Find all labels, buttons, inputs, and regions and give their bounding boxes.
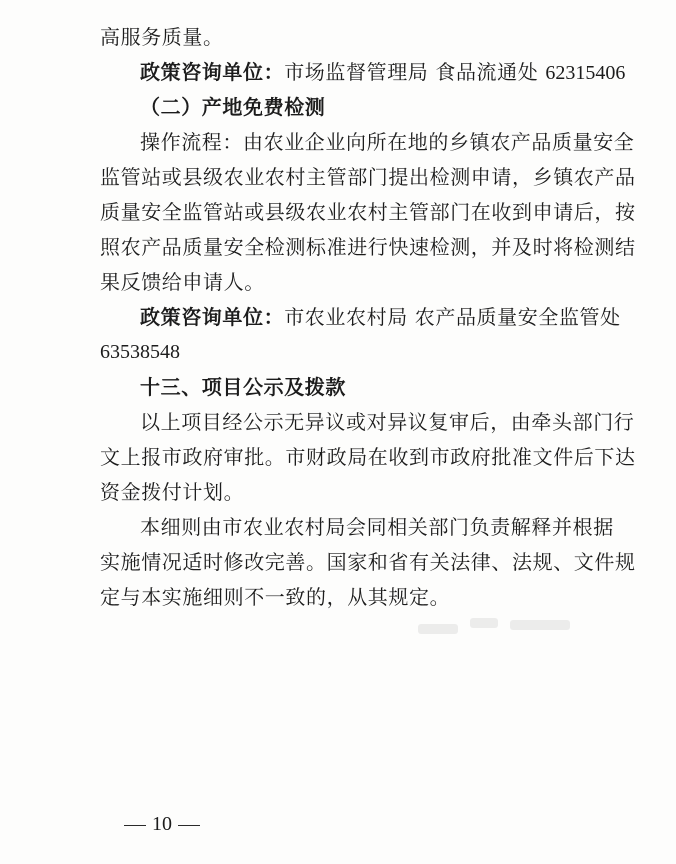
text-line — [140, 409, 634, 435]
text-line — [100, 549, 636, 575]
line-text: 质量安全监管站或县级农业农村主管部门在收到申请后，按 — [100, 200, 636, 224]
text-line — [140, 129, 634, 155]
text-line — [100, 269, 265, 295]
page-number — [118, 812, 206, 836]
line-text: 监管站或县级农业农村主管部门提出检测申请，乡镇农产品 — [100, 165, 636, 189]
text-line — [100, 479, 244, 505]
policy-contact-unit: 市农业农村局 农产品质量安全监管处 — [284, 305, 621, 329]
line-text: 果反馈给申请人。 — [100, 270, 265, 294]
text-line — [140, 514, 614, 540]
line-text: 实施情况适时修改完善。国家和省有关法律、法规、文件规 — [100, 550, 636, 574]
policy-contact-label: 政策咨询单位： — [140, 60, 285, 84]
scan-smudge — [418, 624, 458, 634]
policy-contact-phone — [100, 339, 180, 365]
policy-contact-line — [140, 304, 621, 330]
section-heading-text: 十三、项目公示及拨款 — [140, 375, 346, 399]
line-text: 定与本实施细则不一致的，从其规定。 — [100, 585, 451, 609]
scan-smudge — [510, 620, 570, 630]
policy-contact-label: 政策咨询单位： — [140, 305, 285, 329]
phone-number: 63538548 — [100, 341, 180, 363]
section-heading-text: （二）产地免费检测 — [140, 95, 326, 119]
dash-right — [178, 825, 200, 826]
line-text: 高服务质量。 — [100, 25, 224, 49]
line-text: 本细则由市农业农村局会同相关部门负责解释并根据 — [140, 515, 614, 539]
policy-contact-phone: 62315406 — [545, 62, 626, 84]
line-text: 文上报市政府审批。市财政局在收到市政府批准文件后下达 — [100, 445, 636, 469]
text-line — [100, 234, 636, 260]
line-text: 以上项目经公示无异议或对异议复审后，由牵头部门行 — [140, 410, 635, 434]
policy-contact-unit: 市场监督管理局 食品流通处 — [284, 60, 546, 84]
line-text: 资金拨付计划。 — [100, 480, 245, 504]
text-line — [100, 24, 224, 50]
text-line — [100, 199, 636, 225]
policy-contact-line — [140, 59, 625, 86]
section-heading — [140, 94, 325, 120]
scan-smudge — [470, 618, 498, 628]
text-line — [100, 584, 450, 610]
page-number-text: 10 — [152, 813, 172, 835]
section-heading — [140, 374, 346, 400]
line-text: 操作流程：由农业企业向所在地的乡镇农产品质量安全 — [140, 130, 635, 154]
text-line — [100, 164, 636, 190]
line-text: 照农产品质量安全检测标准进行快速检测，并及时将检测结 — [100, 235, 636, 259]
dash-left — [124, 825, 146, 826]
text-line — [100, 444, 636, 470]
